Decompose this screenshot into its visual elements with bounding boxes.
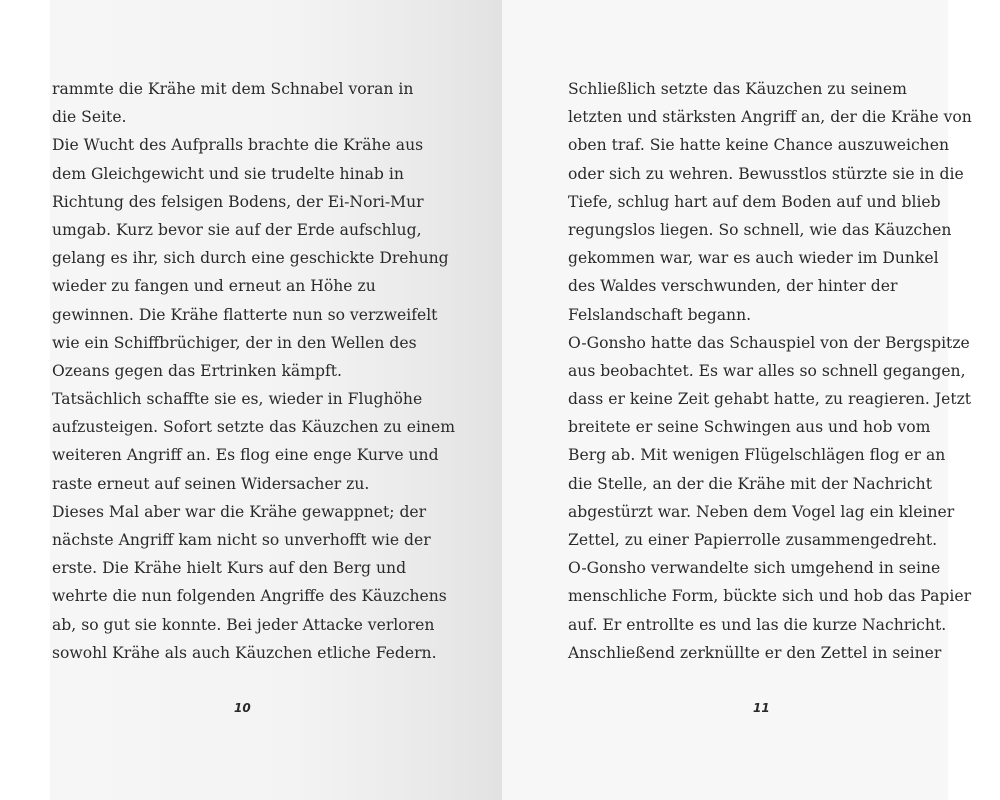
text-line: Die Wucht des Aufpralls brachte die Krähe aus [52,136,424,155]
text-line: gelang es ihr, sich durch eine geschickte Drehung [52,249,449,268]
text-line: Richtung des felsigen Bodens, der Ei-Nori-Mur [52,192,424,211]
text-line: oben traf. Sie hatte keine Chance auszuweichen [568,136,949,155]
text-line: O-Gonsho verwandelte sich umgehend in seine [568,559,941,578]
left-page-number: 10 [234,701,251,715]
text-line: gewinnen. Die Krähe flatterte nun so verzweifelt [52,305,438,324]
right-page-number: 11 [753,701,770,715]
text-line: letzten und stärksten Angriff an, der die Krähe von [568,108,972,127]
text-line: abgestürzt war. Neben dem Vogel lag ein kleiner [568,502,955,521]
text-line: wieder zu fangen und erneut an Höhe zu [52,277,376,296]
text-line: die Stelle, an der die Krähe mit der Nachricht [568,474,932,493]
text-line: dass er keine Zeit gehabt hatte, zu reagieren. Jetzt [568,390,972,409]
left-page-text [52,75,455,667]
text-line: breitete er seine Schwingen aus und hob vom [568,418,931,437]
text-line: ab, so gut sie konnte. Bei jeder Attacke verloren [52,615,435,634]
text-line: oder sich zu wehren. Bewusstlos stürzte sie in die [568,164,964,183]
text-line: regungslos liegen. So schnell, wie das Käuzchen [568,220,952,239]
left-page [50,0,502,800]
right-page [502,0,972,800]
text-line: raste erneut auf seinen Widersacher zu. [52,474,370,493]
text-line: aufzusteigen. Sofort setzte das Käuzchen zu einem [52,418,456,437]
text-line: Zettel, zu einer Papierrolle zusammengedreht. [568,531,938,549]
text-line: Anschließend zerknüllte er den Zettel in seiner [568,643,942,662]
text-line: nächste Angriff kam nicht so unverhofft wie der [52,531,431,549]
text-line: Dieses Mal aber war die Krähe gewappnet; der [52,502,427,521]
text-line: des Waldes verschwunden, der hinter der [568,277,898,296]
text-line: Ozeans gegen das Ertrinken kämpft. [52,361,342,380]
text-line: sowohl Krähe als auch Käuzchen etliche Federn. [52,643,437,662]
text-line: gekommen war, war es auch wieder im Dunkel [568,249,939,268]
text-line: umgab. Kurz bevor sie auf der Erde aufschlug, [52,220,422,239]
text-line: rammte die Krähe mit dem Schnabel voran in [52,80,414,98]
text-line: Schließlich setzte das Käuzchen zu seinem [568,80,907,98]
text-line: Berg ab. Mit wenigen Flügelschlägen flog er an [568,446,946,465]
text-line: auf. Er entrollte es und las die kurze Nachricht. [568,615,947,634]
text-line: menschliche Form, bückte sich und hob das Papier [568,587,972,606]
text-line: wie ein Schiffbrüchiger, der in den Wellen des [52,333,417,352]
text-line: weiteren Angriff an. Es flog eine enge Kurve und [52,446,439,465]
text-line: Tiefe, schlug hart auf dem Boden auf und blieb [568,192,941,211]
text-line: die Seite. [52,108,127,127]
text-line: Felslandschaft begann. [568,305,752,324]
text-line: aus beobachtet. Es war alles so schnell gegangen, [568,361,966,380]
right-page-text [568,75,972,667]
text-line: Tatsächlich schaffte sie es, wieder in Flughöhe [52,390,423,409]
text-line: O-Gonsho hatte das Schauspiel von der Bergspitze [568,333,970,352]
text-line: dem Gleichgewicht und sie trudelte hinab in [52,164,404,183]
text-line: wehrte die nun folgenden Angriffe des Käuzchens [52,587,447,606]
text-line: erste. Die Krähe hielt Kurs auf den Berg und [52,559,407,578]
